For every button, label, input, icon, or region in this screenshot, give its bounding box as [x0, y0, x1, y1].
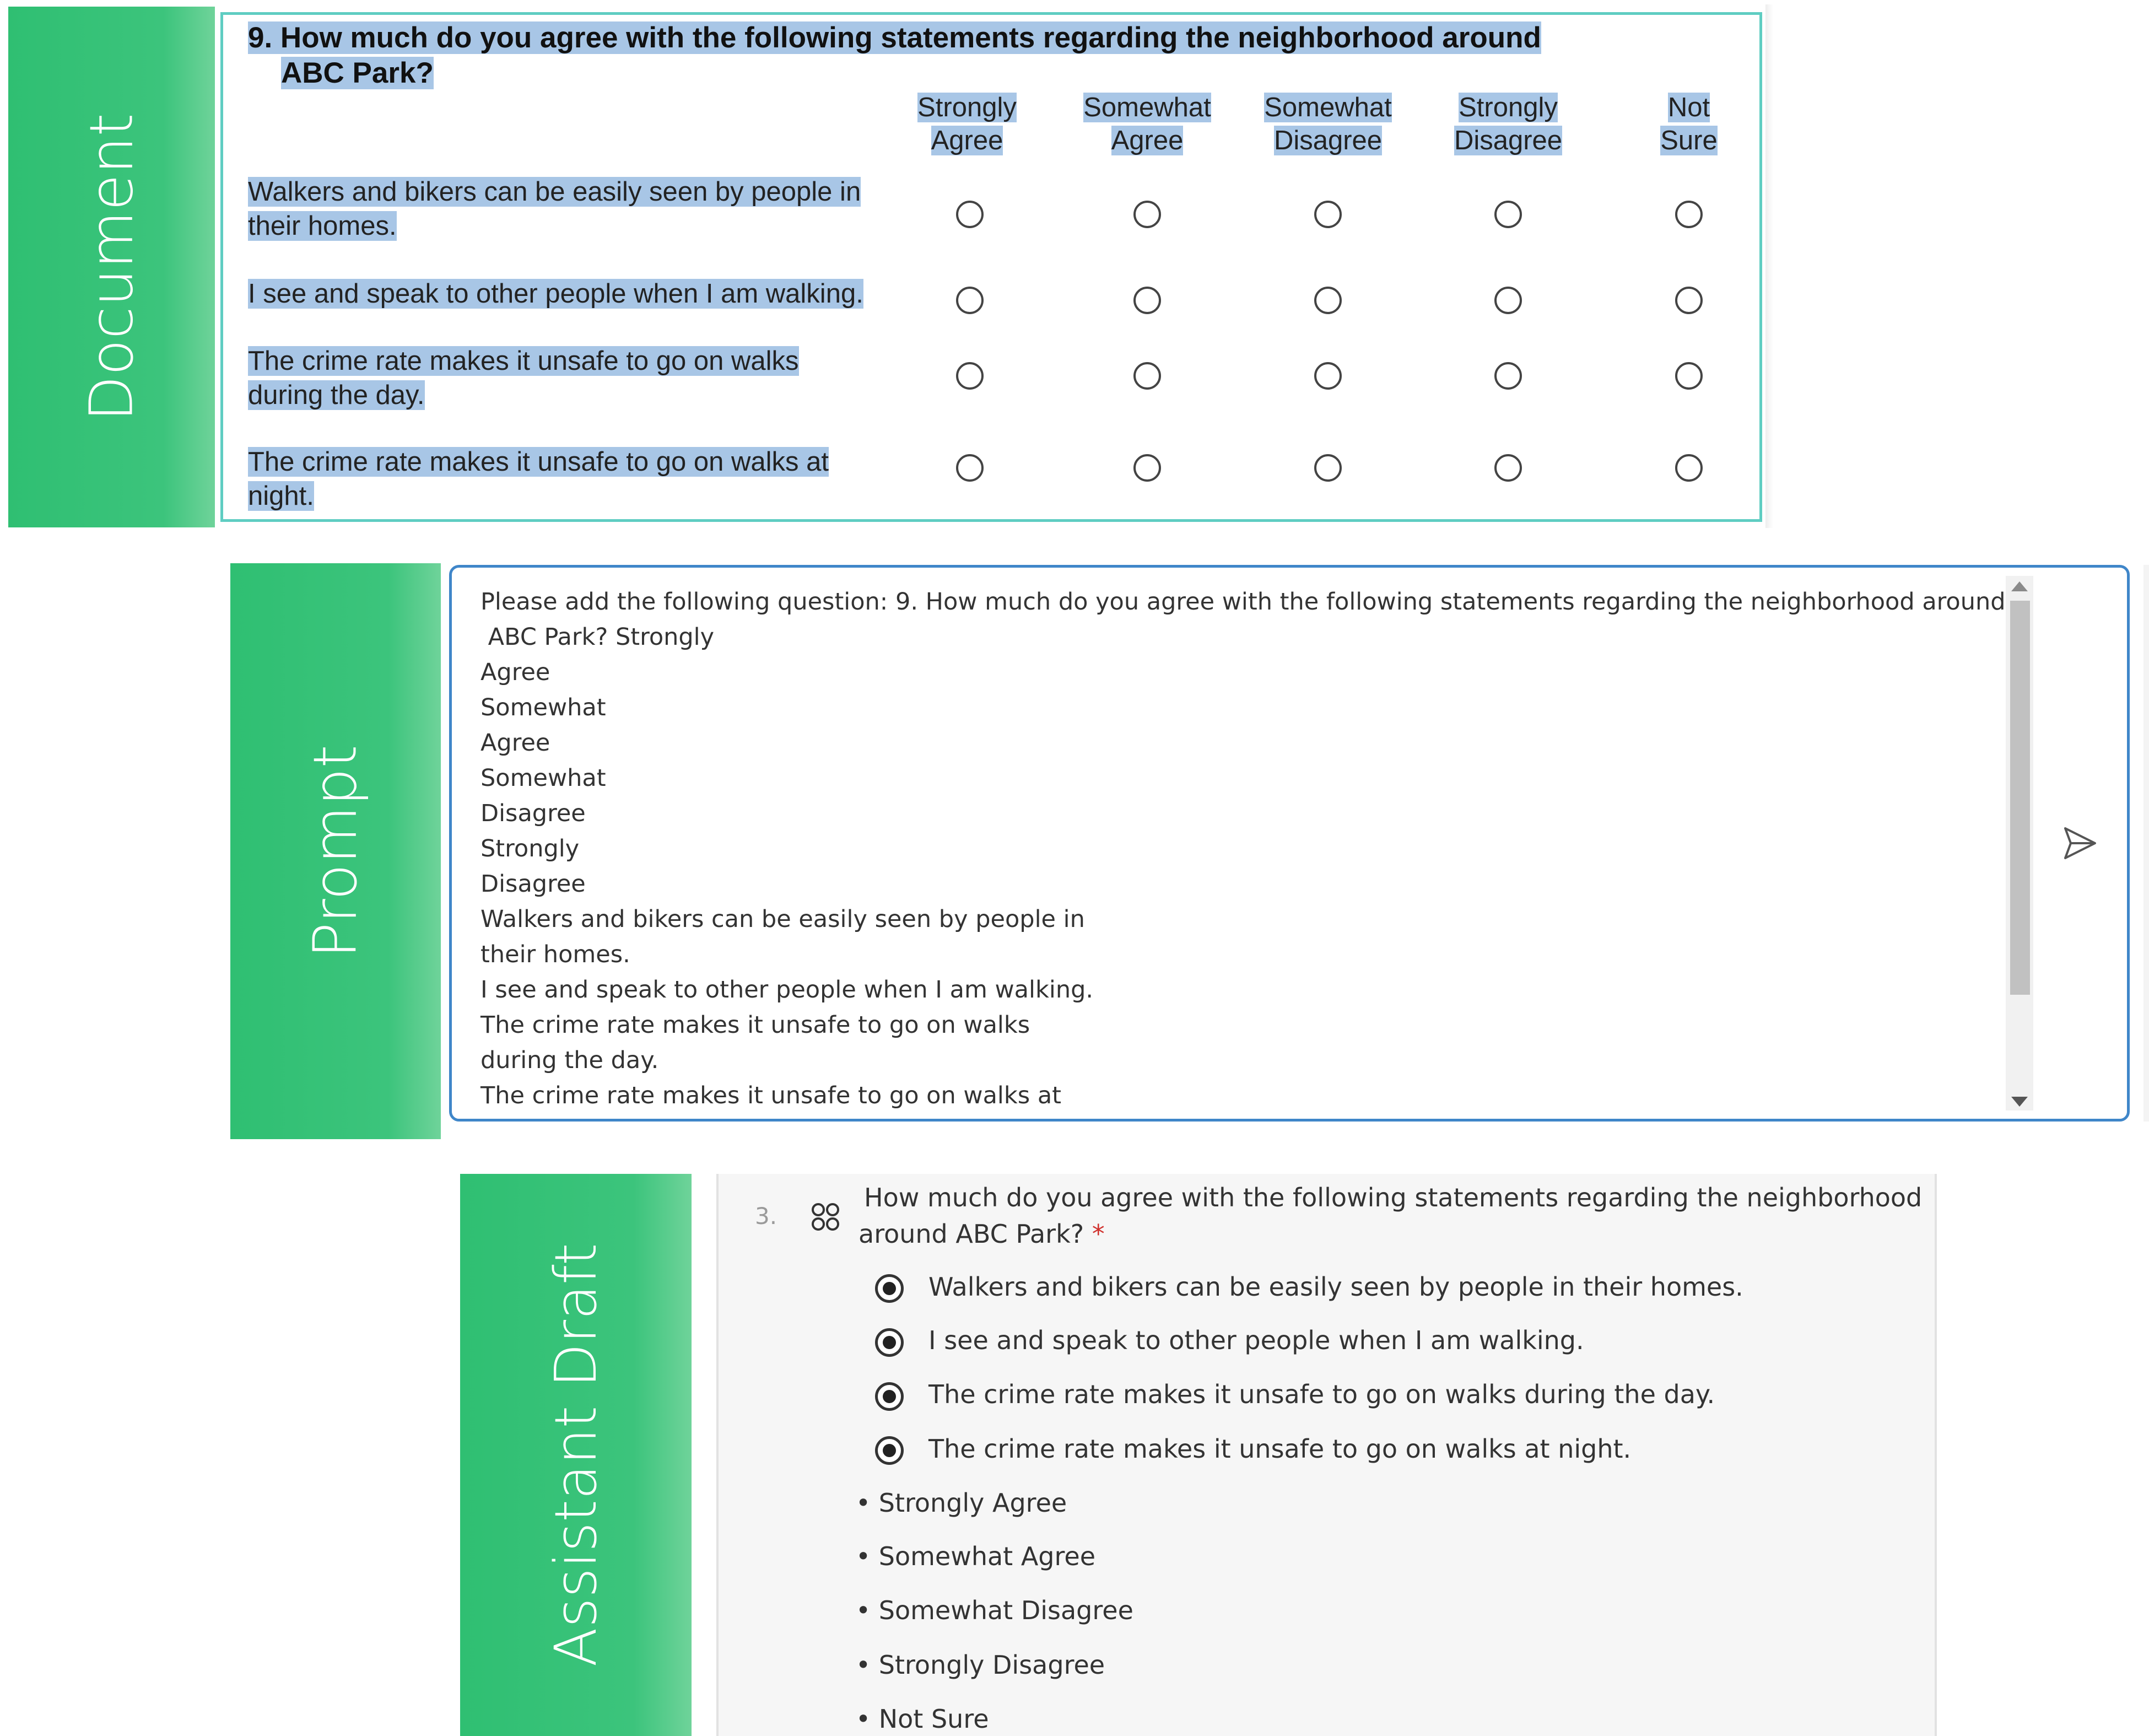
prompt-scrollbar-thumb[interactable] — [2010, 601, 2030, 995]
prompt-line: Disagree — [480, 800, 586, 827]
column-header-strongly-disagree: Strongly Disagree — [1454, 93, 1563, 155]
draft-question-title-line-2: around ABC Park? * — [858, 1219, 1105, 1249]
document-question-frame — [220, 12, 1762, 522]
document-statement-2: I see and speak to other people when I am walking. — [248, 279, 863, 309]
radio-r3-somewhat-agree[interactable] — [1133, 362, 1161, 390]
draft-statement-radio-3[interactable] — [875, 1382, 904, 1411]
prompt-line: Disagree — [480, 870, 586, 898]
radio-r4-not-sure[interactable] — [1675, 454, 1703, 482]
radio-r1-somewhat-disagree[interactable] — [1314, 201, 1342, 228]
radio-r3-strongly-agree[interactable] — [956, 362, 984, 390]
prompt-line: Please add the following question: 9. How much do you agree with the following statements regarding the neighborhood around — [480, 588, 2006, 616]
draft-statement-4: The crime rate makes it unsafe to go on walks at night. — [928, 1434, 1632, 1464]
section-band-assistant-draft — [460, 1174, 692, 1736]
document-edge-shadow — [1765, 4, 1773, 528]
radio-r2-strongly-agree[interactable] — [956, 287, 984, 314]
section-label-assistant-draft: Assistant Draft — [542, 1243, 609, 1667]
document-statement-1: Walkers and bikers can be easily seen by people in their homes. — [248, 177, 861, 241]
radio-r1-somewhat-agree[interactable] — [1133, 201, 1161, 228]
send-icon[interactable] — [2061, 824, 2099, 862]
document-question-title — [248, 20, 1541, 56]
prompt-line: Somewhat — [480, 694, 606, 721]
draft-option-5: • Not Sure — [856, 1704, 989, 1734]
column-header-not-sure: Not Sure — [1660, 93, 1718, 155]
draft-statement-radio-4[interactable] — [875, 1436, 904, 1465]
radio-r1-not-sure[interactable] — [1675, 201, 1703, 228]
prompt-line: Somewhat — [480, 764, 606, 792]
column-header-strongly-agree: Strongly Agree — [917, 93, 1017, 155]
draft-option-4: • Strongly Disagree — [856, 1650, 1105, 1680]
document-question-line-1: 9. How much do you agree with the following statements regarding the neighborhood around — [248, 21, 1541, 54]
draft-statement-2: I see and speak to other people when I am walking. — [928, 1325, 1584, 1355]
question-number: 3. — [755, 1203, 777, 1230]
section-band-document — [8, 7, 215, 527]
document-question-line-2: ABC Park? — [281, 57, 434, 89]
required-marker: * — [1092, 1219, 1105, 1249]
radio-r4-strongly-disagree[interactable] — [1494, 454, 1522, 482]
column-header-somewhat-disagree: Somewhat Disagree — [1264, 93, 1392, 155]
radio-r3-not-sure[interactable] — [1675, 362, 1703, 390]
column-header-somewhat-agree: Somewhat Agree — [1083, 93, 1211, 155]
section-label-document: Document — [77, 112, 146, 422]
radio-r1-strongly-disagree[interactable] — [1494, 201, 1522, 228]
draft-statement-radio-1[interactable] — [875, 1274, 904, 1303]
document-question-title-cont — [281, 56, 434, 91]
draft-statement-3: The crime rate makes it unsafe to go on walks during the day. — [928, 1379, 1715, 1409]
document-statement-3: The crime rate makes it unsafe to go on walks during the day. — [248, 346, 799, 410]
prompt-line: Strongly — [480, 835, 580, 862]
radio-r4-somewhat-agree[interactable] — [1133, 454, 1161, 482]
prompt-line: their homes. — [480, 941, 630, 968]
prompt-line: during the day. — [480, 1047, 659, 1074]
radio-r3-somewhat-disagree[interactable] — [1314, 362, 1342, 390]
document-statement-4: The crime rate makes it unsafe to go on walks at night. — [248, 447, 829, 511]
prompt-line: The crime rate makes it unsafe to go on walks at — [480, 1082, 1062, 1109]
section-band-prompt — [230, 563, 441, 1139]
draft-statement-radio-2[interactable] — [875, 1328, 904, 1357]
radio-r2-not-sure[interactable] — [1675, 287, 1703, 314]
prompt-line: ABC Park? Strongly — [480, 623, 715, 651]
radio-r4-strongly-agree[interactable] — [956, 454, 984, 482]
prompt-line: Agree — [480, 729, 550, 757]
scroll-down-arrow-icon[interactable] — [2011, 1097, 2028, 1107]
prompt-line: Agree — [480, 659, 550, 686]
radio-r4-somewhat-disagree[interactable] — [1314, 454, 1342, 482]
prompt-text-content — [480, 584, 2006, 1113]
radio-r2-strongly-disagree[interactable] — [1494, 287, 1522, 314]
prompt-line: The crime rate makes it unsafe to go on walks — [480, 1011, 1030, 1039]
scroll-up-arrow-icon[interactable] — [2011, 581, 2028, 591]
prompt-edge-shadow — [2143, 565, 2149, 1122]
radio-r1-strongly-agree[interactable] — [956, 201, 984, 228]
draft-question-title-line-1: How much do you agree with the following statements regarding the neighborhood — [864, 1183, 1923, 1212]
radio-r2-somewhat-agree[interactable] — [1133, 287, 1161, 314]
prompt-line: I see and speak to other people when I am walking. — [480, 976, 1094, 1004]
draft-statement-1: Walkers and bikers can be easily seen by people in their homes. — [928, 1272, 1743, 1302]
radio-r2-somewhat-disagree[interactable] — [1314, 287, 1342, 314]
draft-option-1: • Strongly Agree — [856, 1488, 1067, 1518]
draft-option-2: • Somewhat Agree — [856, 1541, 1096, 1571]
radio-r3-strongly-disagree[interactable] — [1494, 362, 1522, 390]
prompt-line: Walkers and bikers can be easily seen by people in — [480, 905, 1085, 933]
section-label-prompt: Prompt — [301, 744, 370, 958]
grid-icon — [809, 1200, 842, 1233]
draft-option-3: • Somewhat Disagree — [856, 1595, 1133, 1625]
